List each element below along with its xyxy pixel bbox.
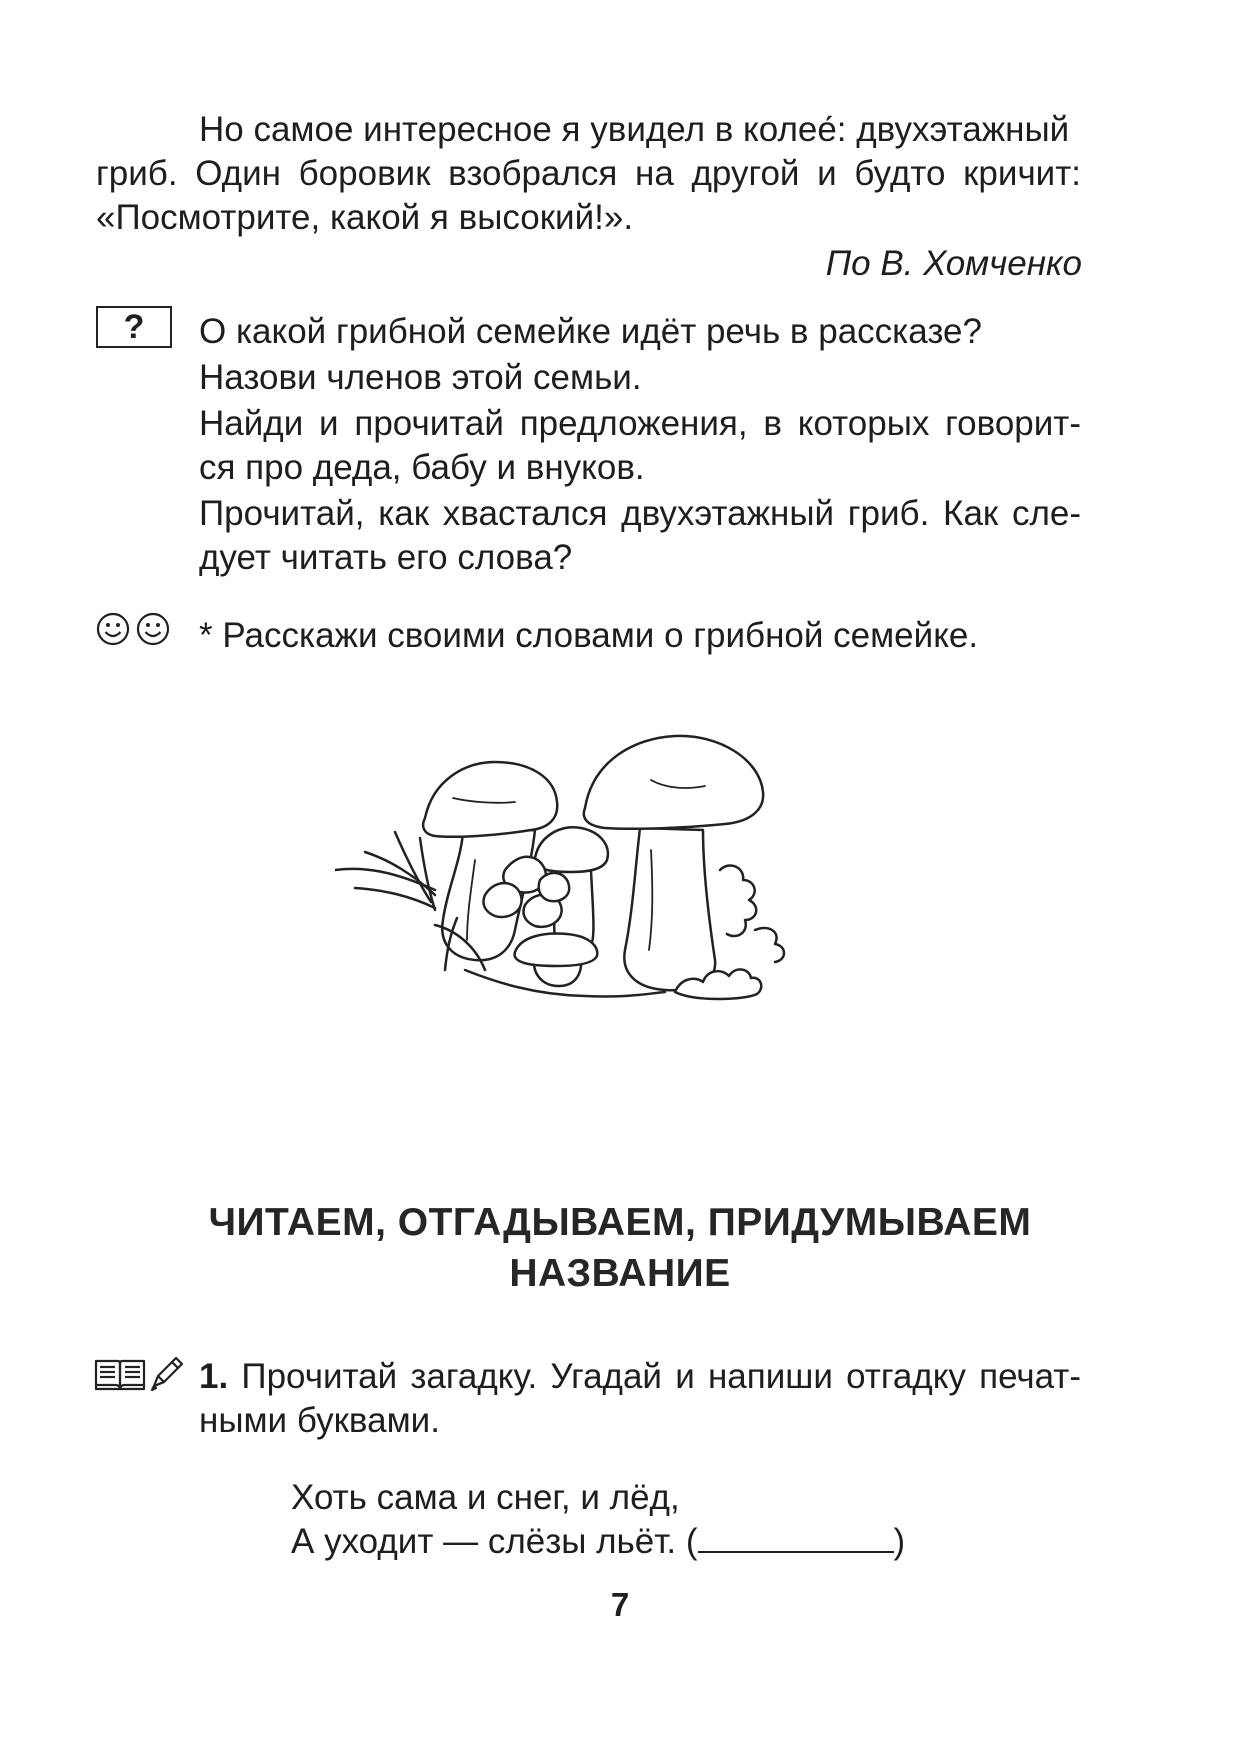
smiley-icon xyxy=(96,612,130,646)
answer-close-paren: ) xyxy=(893,1522,906,1561)
task1-text: Прочитай загадку. Угадай и напиши отгадку печат- xyxy=(241,1357,1081,1396)
riddle-line-2 xyxy=(291,1520,905,1564)
answer-open-paren: ( xyxy=(685,1522,698,1561)
section-title-line-1: ЧИТАЕМ, ОТГАДЫВАЕМ, ПРИДУМЫВАЕМ xyxy=(208,1201,1032,1244)
book-icon xyxy=(94,1357,146,1391)
question-line-3: Найди и прочитай предложения, в которых говорит- xyxy=(199,404,1081,443)
riddle-line-2-text: А уходит — слёзы льёт. xyxy=(291,1522,677,1561)
question-line-2: Назови членов этой семьи. xyxy=(199,358,642,397)
question-mark-box: ? xyxy=(96,306,172,348)
story-author: По В. Хомченко xyxy=(825,244,1082,283)
story-line-3: «Посмотрите, какой я высокий!». xyxy=(96,198,634,237)
question-line-1: О какой грибной семейке идёт речь в рассказе? xyxy=(199,312,982,351)
answer-blank[interactable] xyxy=(698,1521,894,1553)
smiley-icons xyxy=(96,612,170,646)
story-line-1: Но самое интересное я увидел в колее́: двухэтажный xyxy=(199,110,1070,149)
pencil-icon xyxy=(148,1356,184,1392)
mushrooms-illustration xyxy=(335,720,855,1020)
question-line-6: дует читать его слова? xyxy=(199,538,573,577)
story-line-2: гриб. Один боровик взобрался на другой и будто кричит: xyxy=(96,154,1081,193)
task1-number: 1. xyxy=(199,1357,229,1396)
question-line-5: Прочитай, как хвастался двухэтажный гриб. Как сле- xyxy=(199,494,1081,533)
question-line-4: ся про деда, бабу и внуков. xyxy=(199,448,645,487)
extra-task-text: * Расскажи своими словами о грибной семейке. xyxy=(199,616,979,655)
task-icons xyxy=(94,1356,184,1392)
riddle-line-1: Хоть сама и снег, и лёд, xyxy=(291,1478,680,1517)
task1-line-2: ными буквами. xyxy=(199,1401,440,1440)
smiley-icon xyxy=(136,612,170,646)
section-title-line-2: НАЗВАНИЕ xyxy=(509,1252,731,1295)
task1-line-1 xyxy=(199,1355,1081,1399)
page-number: 7 xyxy=(610,1586,630,1623)
